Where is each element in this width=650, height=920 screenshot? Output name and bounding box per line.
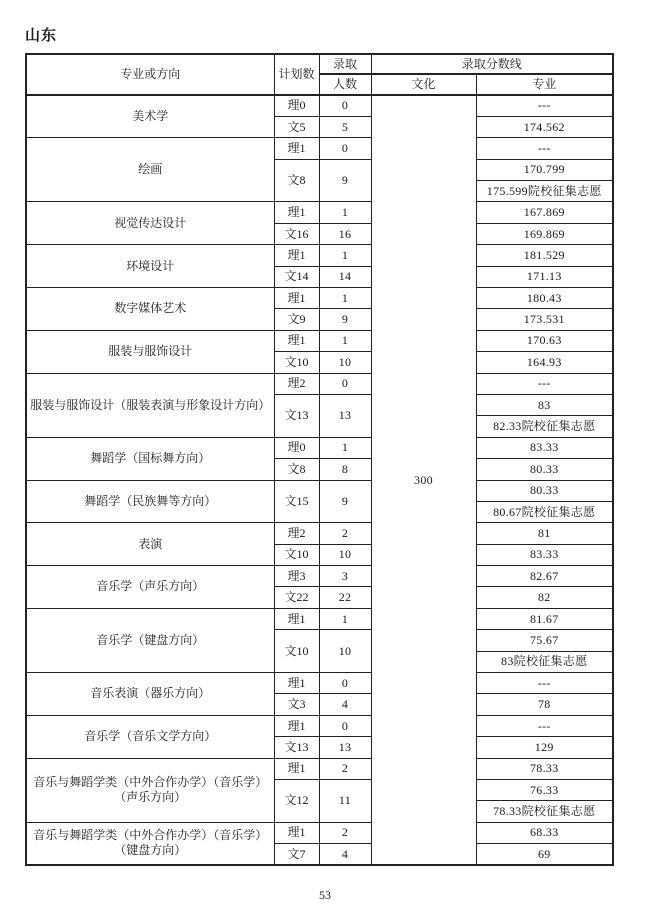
admitted-count-cell: 1 bbox=[319, 245, 371, 266]
table-row bbox=[26, 608, 613, 629]
plan-count-cell: 文22 bbox=[274, 587, 319, 608]
plan-count-cell: 文8 bbox=[274, 459, 319, 480]
major-score-cell: 170.63 bbox=[476, 330, 613, 351]
major-score-cell: --- bbox=[476, 715, 613, 736]
major-name-cell: 舞蹈学（国标舞方向） bbox=[26, 437, 274, 480]
major-score-cell: --- bbox=[476, 373, 613, 394]
major-score-cell: 78.33院校征集志愿 bbox=[476, 801, 613, 822]
admitted-count-cell: 4 bbox=[319, 844, 371, 865]
major-score-cell: 81.67 bbox=[476, 608, 613, 629]
admitted-count-cell: 10 bbox=[319, 630, 371, 673]
table-row bbox=[26, 758, 613, 779]
major-score-cell: 80.33 bbox=[476, 459, 613, 480]
plan-count-cell: 理1 bbox=[274, 138, 319, 159]
admitted-count-cell: 9 bbox=[319, 309, 371, 330]
plan-count-cell: 理0 bbox=[274, 95, 319, 116]
header-admitted-line2: 人数 bbox=[319, 74, 371, 95]
major-name-cell: 舞蹈学（民族舞等方向） bbox=[26, 480, 274, 523]
major-score-cell: 83.33 bbox=[476, 437, 613, 458]
major-score-cell: --- bbox=[476, 95, 613, 116]
plan-count-cell: 文7 bbox=[274, 844, 319, 865]
major-score-cell: 170.799 bbox=[476, 159, 613, 180]
major-name-cell: 绘画 bbox=[26, 138, 274, 202]
major-name-cell: 视觉传达设计 bbox=[26, 202, 274, 245]
table-row bbox=[26, 288, 613, 309]
major-score-cell: 82 bbox=[476, 587, 613, 608]
admitted-count-cell: 8 bbox=[319, 459, 371, 480]
major-score-cell: 173.531 bbox=[476, 309, 613, 330]
major-name-cell: 音乐学（声乐方向） bbox=[26, 566, 274, 609]
admitted-count-cell: 1 bbox=[319, 288, 371, 309]
plan-count-cell: 文10 bbox=[274, 352, 319, 373]
header-score-group: 录取分数线 bbox=[371, 54, 613, 74]
plan-count-cell: 理1 bbox=[274, 330, 319, 351]
admitted-count-cell: 5 bbox=[319, 116, 371, 137]
plan-count-cell: 理1 bbox=[274, 245, 319, 266]
major-score-cell: --- bbox=[476, 138, 613, 159]
admitted-count-cell: 14 bbox=[319, 266, 371, 287]
major-score-cell: 83院校征集志愿 bbox=[476, 651, 613, 672]
major-name-cell: 服装与服饰设计（服装表演与形象设计方向） bbox=[26, 373, 274, 437]
table-row bbox=[26, 138, 613, 159]
admitted-count-cell: 2 bbox=[319, 822, 371, 843]
plan-count-cell: 理1 bbox=[274, 673, 319, 694]
plan-count-cell: 文13 bbox=[274, 394, 319, 437]
admitted-count-cell: 10 bbox=[319, 544, 371, 565]
table-row bbox=[26, 523, 613, 544]
page-number: 53 bbox=[319, 888, 331, 902]
major-score-cell: 68.33 bbox=[476, 822, 613, 843]
major-score-cell: 167.869 bbox=[476, 202, 613, 223]
major-score-cell: 78.33 bbox=[476, 758, 613, 779]
table-row bbox=[26, 673, 613, 694]
major-score-cell: 83.33 bbox=[476, 544, 613, 565]
table-row bbox=[26, 373, 613, 394]
header-major: 专业或方向 bbox=[26, 54, 274, 95]
table-row bbox=[26, 566, 613, 587]
major-score-cell: 76.33 bbox=[476, 780, 613, 801]
plan-count-cell: 文13 bbox=[274, 737, 319, 758]
table-row bbox=[26, 822, 613, 843]
table-header bbox=[26, 54, 613, 95]
plan-count-cell: 文10 bbox=[274, 630, 319, 673]
table-row bbox=[26, 245, 613, 266]
major-score-cell: 81 bbox=[476, 523, 613, 544]
admitted-count-cell: 0 bbox=[319, 673, 371, 694]
major-score-cell: 75.67 bbox=[476, 630, 613, 651]
admitted-count-cell: 1 bbox=[319, 330, 371, 351]
major-score-cell: 174.562 bbox=[476, 116, 613, 137]
major-name-cell: 音乐与舞蹈学类（中外合作办学）（音乐学）（键盘方向） bbox=[26, 822, 274, 865]
admitted-count-cell: 4 bbox=[319, 694, 371, 715]
plan-count-cell: 理3 bbox=[274, 566, 319, 587]
header-row-1 bbox=[26, 54, 613, 74]
major-name-cell: 音乐学（音乐文学方向） bbox=[26, 715, 274, 758]
admission-score-table bbox=[25, 53, 614, 866]
admitted-count-cell: 2 bbox=[319, 758, 371, 779]
admitted-count-cell: 16 bbox=[319, 223, 371, 244]
admitted-count-cell: 10 bbox=[319, 352, 371, 373]
admitted-count-cell: 9 bbox=[319, 159, 371, 202]
major-score-cell: 82.67 bbox=[476, 566, 613, 587]
plan-count-cell: 理2 bbox=[274, 523, 319, 544]
major-score-cell: 175.599院校征集志愿 bbox=[476, 181, 613, 202]
plan-count-cell: 文15 bbox=[274, 480, 319, 523]
major-score-cell: 80.67院校征集志愿 bbox=[476, 501, 613, 522]
major-name-cell: 服装与服饰设计 bbox=[26, 330, 274, 373]
admitted-count-cell: 11 bbox=[319, 780, 371, 823]
plan-count-cell: 理1 bbox=[274, 608, 319, 629]
table-row bbox=[26, 437, 613, 458]
major-score-cell: 80.33 bbox=[476, 480, 613, 501]
major-name-cell: 表演 bbox=[26, 523, 274, 566]
culture-score-cell: 300 bbox=[371, 95, 476, 865]
header-major-score: 专业 bbox=[476, 74, 613, 95]
major-score-cell: 82.33院校征集志愿 bbox=[476, 416, 613, 437]
plan-count-cell: 文12 bbox=[274, 780, 319, 823]
plan-count-cell: 理1 bbox=[274, 822, 319, 843]
plan-count-cell: 理1 bbox=[274, 288, 319, 309]
admitted-count-cell: 22 bbox=[319, 587, 371, 608]
admitted-count-cell: 1 bbox=[319, 608, 371, 629]
header-culture-score: 文化 bbox=[371, 74, 476, 95]
major-score-cell: 180.43 bbox=[476, 288, 613, 309]
major-score-cell: 129 bbox=[476, 737, 613, 758]
plan-count-cell: 理1 bbox=[274, 758, 319, 779]
admitted-count-cell: 0 bbox=[319, 715, 371, 736]
table-row bbox=[26, 480, 613, 501]
plan-count-cell: 文3 bbox=[274, 694, 319, 715]
major-score-cell: 78 bbox=[476, 694, 613, 715]
admitted-count-cell: 1 bbox=[319, 437, 371, 458]
header-plan: 计划数 bbox=[274, 54, 319, 95]
major-name-cell: 环境设计 bbox=[26, 245, 274, 288]
admitted-count-cell: 1 bbox=[319, 202, 371, 223]
major-score-cell: --- bbox=[476, 673, 613, 694]
plan-count-cell: 文10 bbox=[274, 544, 319, 565]
plan-count-cell: 文8 bbox=[274, 159, 319, 202]
plan-count-cell: 理2 bbox=[274, 373, 319, 394]
major-name-cell: 音乐表演（器乐方向） bbox=[26, 673, 274, 716]
admitted-count-cell: 2 bbox=[319, 523, 371, 544]
admitted-count-cell: 0 bbox=[319, 95, 371, 116]
table-row bbox=[26, 95, 613, 116]
major-name-cell: 美术学 bbox=[26, 95, 274, 138]
table-row bbox=[26, 330, 613, 351]
plan-count-cell: 文16 bbox=[274, 223, 319, 244]
plan-count-cell: 理1 bbox=[274, 715, 319, 736]
plan-count-cell: 文9 bbox=[274, 309, 319, 330]
admitted-count-cell: 3 bbox=[319, 566, 371, 587]
page-title: 山东 bbox=[25, 27, 58, 44]
major-score-cell: 164.93 bbox=[476, 352, 613, 373]
major-score-cell: 83 bbox=[476, 394, 613, 415]
admitted-count-cell: 13 bbox=[319, 737, 371, 758]
major-score-cell: 181.529 bbox=[476, 245, 613, 266]
major-name-cell: 数字媒体艺术 bbox=[26, 288, 274, 331]
major-score-cell: 169.869 bbox=[476, 223, 613, 244]
plan-count-cell: 理1 bbox=[274, 202, 319, 223]
plan-count-cell: 文5 bbox=[274, 116, 319, 137]
table-row bbox=[26, 202, 613, 223]
plan-count-cell: 理0 bbox=[274, 437, 319, 458]
header-admitted-line1: 录取 bbox=[319, 54, 371, 74]
admitted-count-cell: 0 bbox=[319, 373, 371, 394]
major-score-cell: 69 bbox=[476, 844, 613, 865]
table-body bbox=[26, 95, 613, 865]
plan-count-cell: 文14 bbox=[274, 266, 319, 287]
admitted-count-cell: 13 bbox=[319, 394, 371, 437]
admitted-count-cell: 0 bbox=[319, 138, 371, 159]
major-score-cell: 171.13 bbox=[476, 266, 613, 287]
table-row bbox=[26, 715, 613, 736]
major-name-cell: 音乐学（键盘方向） bbox=[26, 608, 274, 672]
major-name-cell: 音乐与舞蹈学类（中外合作办学）（音乐学）（声乐方向） bbox=[26, 758, 274, 822]
admitted-count-cell: 9 bbox=[319, 480, 371, 523]
